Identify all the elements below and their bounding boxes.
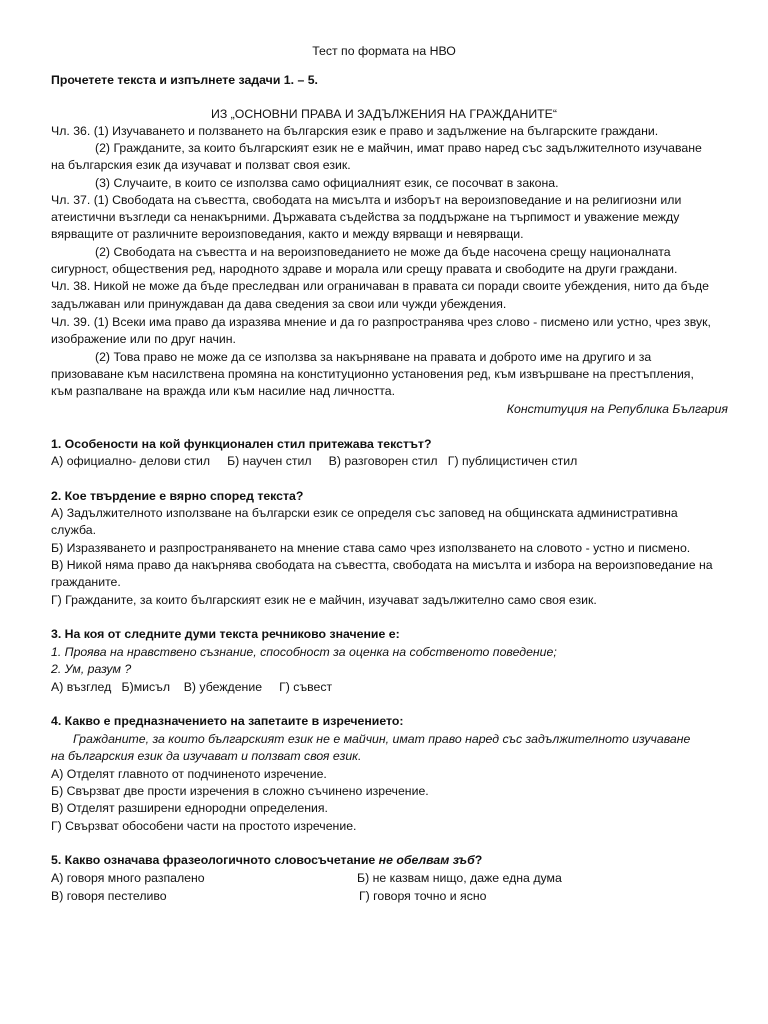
question-5-option-b: Б) не казвам нищо, даже една дума: [357, 871, 562, 885]
question-5-option-d: Г) говоря точно и ясно: [359, 889, 487, 903]
passage-title: ИЗ „ОСНОВНИ ПРАВА И ЗАДЪЛЖЕНИЯ НА ГРАЖДАНИТЕ“: [211, 107, 557, 121]
question-4-option-a: А) Отделят главното от подчиненото изречение.: [51, 767, 327, 781]
passage-line: (2) Свободата на съвестта и на вероизповеданието не може да бъде насочена срещу националната: [95, 245, 671, 259]
question-5-option-a: А) говоря много разпалено: [51, 871, 205, 885]
question-4-option-c: В) Отделят разширени еднородни определения.: [51, 801, 328, 815]
question-3-meaning-1: 1. Проява на нравствено съзнание, способност за оценка на собственото поведение;: [51, 645, 557, 659]
question-5-phrase: не обелвам зъб: [378, 853, 475, 867]
question-2-option-a-cont: служба.: [51, 523, 96, 537]
passage-line: на българския език да изучават и ползват своя език.: [51, 158, 351, 172]
question-4-quote: Гражданите, за които българският език не е майчин, имат право наред със задължителното изучаване: [73, 732, 691, 746]
passage-line: вярващите от различните вероизповедания, както и между вярващи и невярващи.: [51, 227, 524, 241]
document-title: Тест по формата на НВО: [312, 44, 456, 58]
passage-line: задължаван или принуждаван да дава сведения за свои или чужди убеждения.: [51, 297, 507, 311]
passage-line: Чл. 37. (1) Свободата на съвестта, свободата на мисълта и изборът на вероизповедание и на религиозни или: [51, 193, 682, 207]
passage-line: сигурност, обществения ред, народното здраве и морала или срещу правата и свободите на други граждани.: [51, 262, 678, 276]
question-3-meaning-2: 2. Ум, разум ?: [51, 662, 132, 676]
instructions: Прочетете текста и изпълнете задачи 1. – 5.: [51, 73, 318, 87]
question-4-option-d: Г) Свързват обособени части на простото изречение.: [51, 819, 357, 833]
passage-line: (3) Случаите, в които се използва само официалният език, се посочват в закона.: [95, 176, 559, 190]
question-1-options: А) официално- делови стил Б) научен стил В) разговорен стил Г) публицистичен стил: [51, 454, 578, 468]
question-3-options: А) възглед Б)мисъл В) убеждение Г) съвест: [51, 680, 333, 694]
passage-line: Чл. 38. Никой не може да бъде преследван или ограничаван в правата си поради своите убеждения, нито да бъде: [51, 279, 710, 293]
question-2-option-d: Г) Гражданите, за които българският език не е майчин, изучават задължително само своя език.: [51, 593, 597, 607]
question-5-prefix: 5. Какво означава фразеологичното словосъчетание: [51, 853, 379, 867]
question-2-option-c: В) Никой няма право да накърнява свободата на съвестта, свободата на мисълта и избора на вероизповедание на: [51, 558, 713, 572]
question-4: 4. Какво е предназначението на запетаите в изречението:: [51, 714, 404, 728]
question-2: 2. Кое твърдение е вярно според текста?: [51, 489, 304, 503]
question-3: 3. На коя от следните думи текста речниково значение е:: [51, 627, 400, 641]
question-4-option-b: Б) Свързват две прости изречения в сложно съчинено изречение.: [51, 784, 429, 798]
question-2-option-b: Б) Изразяването и разпространяването на мнение става само чрез използването на словото - устно и писмено.: [51, 541, 691, 555]
passage-line: към разпалване на вражда или към насилие над личността.: [51, 384, 396, 398]
question-2-option-a: А) Задължителното използване на български език се определя със заповед на общинската административна: [51, 506, 678, 520]
passage-line: призоваване към насилствена промяна на конституционно установения ред, към извършване на престъпления,: [51, 367, 694, 381]
question-1: 1. Особености на кой функционален стил притежава текстът?: [51, 437, 432, 451]
question-5-suffix: ?: [474, 853, 483, 867]
passage-line: (2) Гражданите, за които българският език не е майчин, имат право наред със задължителното изучаване: [95, 141, 702, 155]
passage-line: Чл. 39. (1) Всеки има право да изразява мнение и да го разпространява чрез слово - писмено или устно, чрез звук,: [51, 315, 711, 329]
question-5-option-c: В) говоря пестеливо: [51, 889, 167, 903]
passage-line: атеистични възгледи са ненакърними. Държавата съдейства за поддържане на търпимост и уважение между: [51, 210, 680, 224]
passage-line: (2) Това право не може да се използва за накърняване на правата и доброто име на другиго и за: [95, 350, 652, 364]
passage-line: изображение или по друг начин.: [51, 332, 236, 346]
passage-source: Конституция на Република България: [506, 402, 728, 416]
question-5: [51, 852, 741, 868]
passage-line: Чл. 36. (1) Изучаването и ползването на българския език е право и задължение на българските граждани.: [51, 124, 659, 138]
question-4-quote-cont: на българския език да изучават и ползват своя език.: [51, 749, 362, 763]
question-2-option-c-cont: гражданите.: [51, 575, 121, 589]
